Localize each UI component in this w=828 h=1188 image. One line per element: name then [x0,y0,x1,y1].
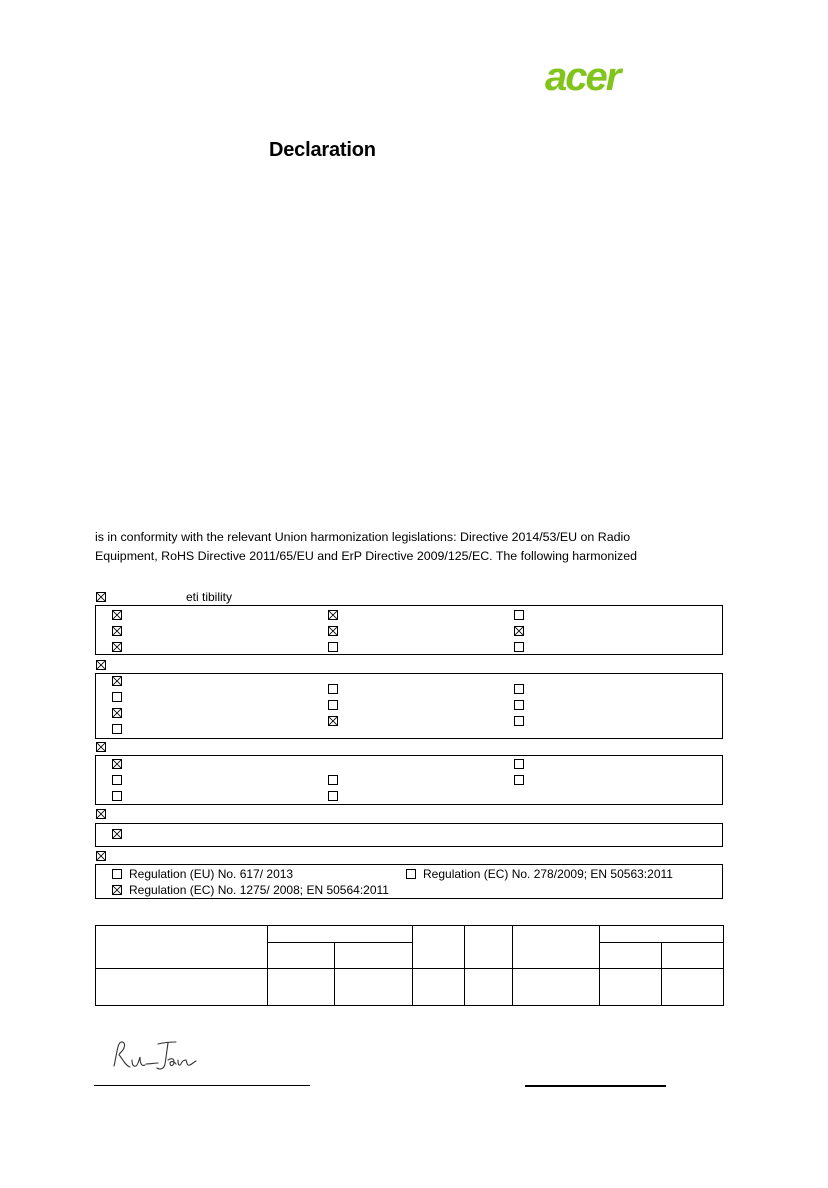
table-cell [662,943,724,969]
table-cell [465,969,513,1006]
checkbox[interactable] [112,775,122,785]
checkbox[interactable] [112,708,122,718]
conformity-line-1: is in conformity with the relevant Union harmonization legislations: Directive 2014/53/EU on Radio [95,530,631,544]
table-cell [96,926,268,969]
table-cell [513,926,600,969]
checkbox[interactable] [514,626,524,636]
checkbox[interactable] [514,759,524,769]
checkbox[interactable] [328,626,338,636]
checkbox[interactable] [328,642,338,652]
emc-standards-box [95,605,723,655]
erp-checkbox[interactable] [96,851,106,861]
signature-table [95,925,724,1006]
health-standards-box [95,823,723,847]
table-cell [413,969,465,1006]
erp-option-checkbox[interactable] [112,885,122,895]
logo-text: acer [545,60,620,96]
table-cell [268,943,335,969]
page-title: Declaration [269,139,376,161]
checkbox[interactable] [328,791,338,801]
table-cell [600,943,662,969]
table-cell [413,926,465,969]
checkbox[interactable] [112,642,122,652]
emc-checkbox[interactable] [96,592,106,602]
erp-option-label: Regulation (EC) No. 278/2009; EN 50563:2011 [423,867,673,881]
table-cell [600,969,662,1006]
checkbox[interactable] [112,791,122,801]
table-cell [513,969,600,1006]
table-cell [600,926,724,943]
conformity-line-2: Equipment, RoHS Directive 2011/65/EU and ErP Directive 2009/125/EC. The following harmonized [95,549,638,563]
checkbox[interactable] [112,610,122,620]
checkbox[interactable] [328,610,338,620]
signature-image [110,1036,200,1076]
signature-line-left [94,1085,310,1086]
signature-line-right [525,1085,666,1087]
safety-standards-box [95,673,723,739]
erp-option-checkbox[interactable] [406,869,416,879]
conformity-paragraph [95,528,735,566]
checkbox[interactable] [328,716,338,726]
checkbox[interactable] [112,692,122,702]
table-cell [268,926,413,943]
table-cell [662,969,724,1006]
checkbox[interactable] [328,684,338,694]
erp-option-label: Regulation (EU) No. 617/ 2013 [129,867,294,881]
checkbox[interactable] [112,829,122,839]
health-checkbox[interactable] [96,809,106,819]
table-cell [335,943,413,969]
checkbox[interactable] [112,759,122,769]
table-cell [465,926,513,969]
table-cell [335,969,413,1006]
checkbox[interactable] [514,642,524,652]
checkbox[interactable] [112,626,122,636]
checkbox[interactable] [514,684,524,694]
radio-standards-box [95,755,723,805]
safety-checkbox[interactable] [96,660,106,670]
erp-option-label: Regulation (EC) No. 1275/ 2008; EN 50564:2011 [129,883,389,897]
checkbox[interactable] [514,700,524,710]
checkbox[interactable] [328,775,338,785]
acer-logo [545,60,659,96]
checkbox[interactable] [112,724,122,734]
erp-option-checkbox[interactable] [112,869,122,879]
checkbox[interactable] [514,716,524,726]
checkbox[interactable] [514,775,524,785]
checkbox[interactable] [514,610,524,620]
emc-heading: eti tibility [186,590,233,604]
checkbox[interactable] [328,700,338,710]
table-cell [96,969,268,1006]
checkbox[interactable] [112,676,122,686]
radio-checkbox[interactable] [96,742,106,752]
table-cell [268,969,335,1006]
